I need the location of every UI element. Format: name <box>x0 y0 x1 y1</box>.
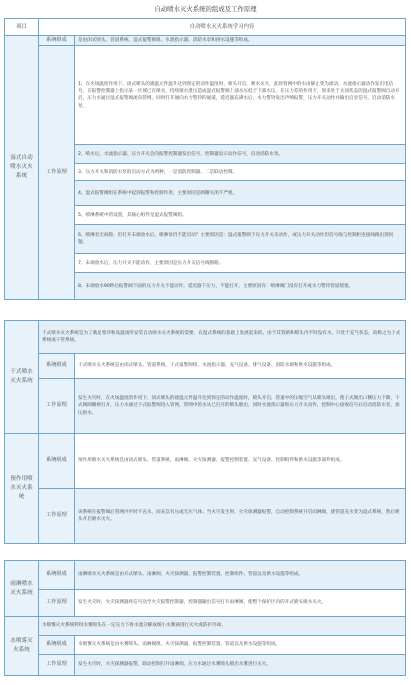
composition-label: 系统组成 <box>39 354 75 379</box>
deluge-spray-table <box>4 560 406 676</box>
composition-label: 系统组成 <box>39 636 75 655</box>
wet-system-table <box>4 18 406 300</box>
principle-text: 该系统在报警阀后管网内平时不充水，而充以有压或无压气体；当火灾发生时，火灾探测器报警，自动控制系统开启雨淋阀，使管道充水变为湿式系统，然后喷头开启喷水灭火。 <box>75 489 406 544</box>
page-title: 自动喷水灭火系统的组成及工作原理 <box>154 5 257 13</box>
composition-text: 水喷雾灭火系统是由水雾喷头、雨淋阀组、火灾探测器、报警控制装置、管道以及供水设施等组成。 <box>75 636 406 655</box>
principle-step: 4、湿式报警阀组在系统中起到报警和控制作用，主要原因是阀瓣关闭不严密。 <box>75 181 406 206</box>
composition-label: 系统组成 <box>39 434 75 489</box>
header-item: 项目 <box>5 19 39 36</box>
principle-step: 5、喷淋系统中的设置，其核心组件是湿式报警阀组。 <box>75 206 406 225</box>
composition-text: 干式喷水灭火系统是由闭式喷头、管道系统、干式报警阀组、水流指示器、充气设备、排气设备、消防水源和供水设施等组成。 <box>75 354 406 379</box>
principle-step: 2、喷水后，水流指示器、压力开关会向报警控制器发出信号，控制器显示动作信号，启动消防水泵。 <box>75 145 406 164</box>
system-name: 湿式自动喷水灭火系统 <box>5 36 39 300</box>
system-name: 预作用喷水灭火系统 <box>5 434 39 544</box>
dry-preaction-table <box>4 320 406 544</box>
principle-label: 工作原理 <box>39 46 75 300</box>
composition-label: 系统组成 <box>39 36 75 46</box>
principle-label: 工作原理 <box>39 655 75 676</box>
composition-text: 预作用喷水灭火系统是由闭式喷头、管道系统、雨淋阀、火灾探测器、报警控制装置、充气设备、控制组件和供水设施等部件组成。 <box>75 434 406 489</box>
principle-text: 发生火灾时，在火场温度的作用下，闭式喷头的感温元件温升达到预定的动作温度时，喷头开启，管道中的压缩空气从喷头喷出，使干式阀出口侧压力下降，干式阀阀瓣被打开，压力水通过干式报警阀进入管网，管网中的水从已打开的喷头喷出，同时水流指示器和压力开关动作，控制中心接收信号后启动消防水泵，加压供水。 <box>75 379 406 434</box>
header-content: 自动喷水灭火系统学习内容 <box>39 19 406 36</box>
system-name: 干式喷水灭火系统 <box>5 321 39 434</box>
principle-step: 6、喷淋泵无故障，但打开末端放水后，喷淋泵仍不能启动？主要原因是：湿式报警阀下压力开关未动作，或压力开关动作但信号线与控制柜连接线路出现问题。 <box>75 225 406 254</box>
principle-text: 发生火灾时，火灾探测器报警，联动控制打开雨淋阀，压力水通过水雾喷头喷出水雾进行灭火。 <box>75 655 406 676</box>
principle-step: 1、在火场温度作用下，闭式喷头的感温元件温升达到预定的动作温度时，喷头开启，喷水灭火，此时管网中的水由静止变为流动，水流指示器动作发出电信号，在报警控制器上指示某一区域已在喷水，持续喷水泄压造成湿式报警阀上部水压低于下部水压，在压力差的作用下，原来处于关闭状态的湿式报警阀自动开启，压力水通过湿式报警阀流向管网，同时打开通向水力警铃的通道，延迟器充满水后，水力警铃发出声响报警，压力开关动作并输出启泵信号，启动消防水泵。 <box>75 46 406 145</box>
principle-label: 工作原理 <box>39 379 75 434</box>
principle-text: 发生火灾时，火灾探测器将信号送至火灾报警控制器，控制器输出信号打开雨淋阀，使整个保护区内的开式喷头喷水灭火。 <box>75 590 406 617</box>
composition-label: 系统组成 <box>39 561 75 590</box>
principle-label: 工作原理 <box>39 590 75 617</box>
system-name: 水喷雾灭火系统 <box>5 617 39 676</box>
principle-step: 7、末端放水后，压力开关不能动作，主要原因是压力开关信号线断路。 <box>75 254 406 273</box>
intro-text: 干式喷水灭火系统是为了满足寒冷和高温场所安装自动喷水灭火系统的需要，在湿式系统的基础上发展起来的。由于其管路和喷头内平时没有水，只处于充气状态，故称之为干式系统或干管系统。 <box>39 321 406 354</box>
composition-text: 雨淋喷水灭火系统是由开式喷头、雨淋阀、火灾探测器、报警控制装置、控制组件、管道以及供水设施等组成。 <box>75 561 406 590</box>
principle-step: 3、压力开关和消防水泵的启动方式为两种，一是消防控制器、二是联动控制。 <box>75 164 406 181</box>
principle-label: 工作原理 <box>39 489 75 544</box>
composition-text: 是由闭式喷头、管道系统、湿式报警阀组、水流指示器、消防水泵和供水设施等组成。 <box>75 36 406 46</box>
system-name: 雨淋喷水灭火系统 <box>5 561 39 617</box>
intro-text: 水喷雾灭火系统利用水雾喷头在一定压力下将水流分解成细小水雾滴进行灭火或防护冷却。 <box>39 617 406 636</box>
principle-step: 8、末端放水90秒后报警阀下面的压力开关不能动作，延迟器下压力，不能打开，主要原因有：喷淋阀门没有打开或水力警铃管道堵塞。 <box>75 273 406 300</box>
